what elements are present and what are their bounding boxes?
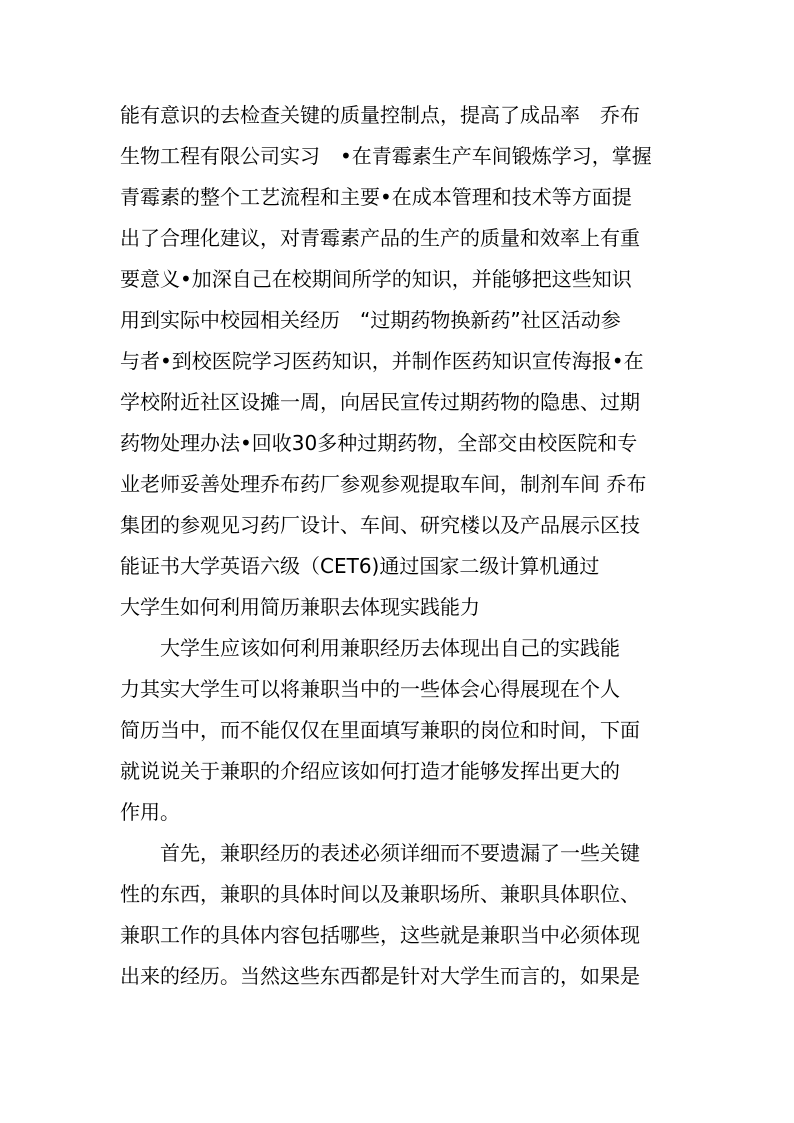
text-line: 出来的经历。当然这些东西都是针对大学生而言的，如果是	[120, 964, 640, 988]
paragraph-first-line: 首先，兼职经历的表述必须详细而不要遗漏了一些关键	[160, 841, 640, 865]
text-line: 用到实际中校园相关经历 “过期药物换新药”社区活动参	[120, 308, 621, 332]
text-line: 能证书大学英语六级（CET6)通过国家二级计算机通过	[120, 554, 600, 578]
text-line: 学校附近社区设摊一周，向居民宣传过期药物的隐患、过期	[120, 390, 640, 414]
document-body	[120, 95, 680, 997]
text-line: 性的东西，兼职的具体时间以及兼职场所、兼职具体职位、	[120, 882, 640, 906]
text-line: 要意义•加深自己在校期间所学的知识，并能够把这些知识	[120, 267, 632, 291]
text-line: 青霉素的整个工艺流程和主要•在成本管理和技术等方面提	[120, 185, 632, 209]
section-heading: 大学生如何利用简历兼职去体现实践能力	[120, 595, 480, 619]
text-line: 药物处理办法•回收30多种过期药物，全部交由校医院和专	[120, 431, 638, 455]
text-line: 兼职工作的具体内容包括哪些，这些就是兼职当中必须体现	[120, 923, 640, 947]
text-line: 力其实大学生可以将兼职当中的一些体会心得展现在个人	[120, 677, 620, 701]
text-line: 能有意识的去检查关键的质量控制点，提高了成品率 乔布	[120, 103, 640, 127]
text-line: 业老师妥善处理乔布药厂参观参观提取车间，制剂车间 乔布	[120, 472, 647, 496]
text-line: 出了合理化建议，对青霉素产品的生产的质量和效率上有重	[120, 226, 640, 250]
text-line: 生物工程有限公司实习 •在青霉素生产车间锻炼学习，掌握	[120, 144, 652, 168]
text-line: 作用。	[120, 800, 180, 824]
text-line: 简历当中，而不能仅仅在里面填写兼职的岗位和时间，下面	[120, 718, 640, 742]
paragraph-first-line: 大学生应该如何利用兼职经历去体现出自己的实践能	[160, 636, 620, 660]
text-line: 与者•到校医院学习医药知识，并制作医药知识宣传海报•在	[120, 349, 644, 373]
text-line: 就说说关于兼职的介绍应该如何打造才能够发挥出更大的	[120, 759, 620, 783]
text-line: 集团的参观见习药厂设计、车间、研究楼以及产品展示区技	[120, 513, 640, 537]
